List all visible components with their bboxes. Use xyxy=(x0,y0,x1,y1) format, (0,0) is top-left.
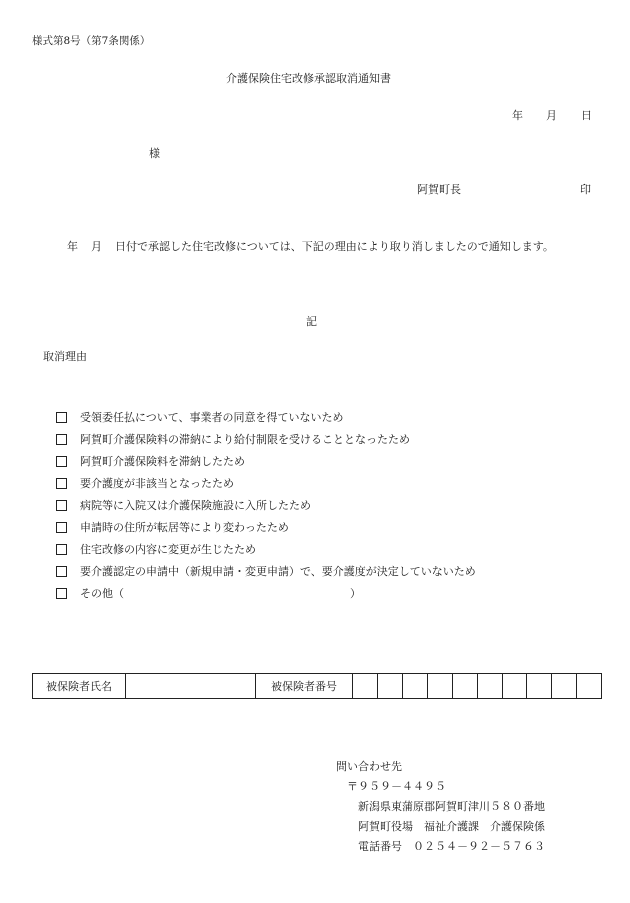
reasons-heading: 取消理由 xyxy=(43,350,87,363)
checkbox[interactable] xyxy=(56,566,67,577)
checkbox[interactable] xyxy=(56,456,67,467)
insured-number-digit[interactable] xyxy=(577,674,602,699)
reason-label: 申請時の住所が転居等により変わったため xyxy=(80,521,289,534)
reason-item[interactable] xyxy=(56,406,476,428)
other-label: その他（ xyxy=(80,587,124,600)
form-number: 様式第8号（第7条関係） xyxy=(32,35,151,47)
reason-item[interactable] xyxy=(56,494,476,516)
contact-address: 新潟県東蒲原郡阿賀町津川５８０番地 xyxy=(358,800,545,813)
reason-label: 受領委任払について、事業者の同意を得ていないため xyxy=(80,411,344,424)
reason-label: 阿賀町介護保険料の滞納により給付制限を受けることとなったため xyxy=(80,433,410,446)
contact-heading: 問い合わせ先 xyxy=(336,760,402,773)
insured-name-field[interactable] xyxy=(126,674,256,699)
insured-number-label: 被保険者番号 xyxy=(256,674,353,699)
body-month-label: 月 xyxy=(91,240,102,253)
insured-number-digit[interactable] xyxy=(353,674,378,699)
insured-number-digit[interactable] xyxy=(453,674,478,699)
date-month-label: 月 xyxy=(546,109,557,122)
checkbox[interactable] xyxy=(56,500,67,511)
insured-number-digit[interactable] xyxy=(527,674,552,699)
checkbox[interactable] xyxy=(56,412,67,423)
insured-name-label: 被保険者氏名 xyxy=(33,674,126,699)
insured-number-digit[interactable] xyxy=(378,674,403,699)
checkbox[interactable] xyxy=(56,478,67,489)
seal-mark: 印 xyxy=(580,183,591,196)
reason-item-other[interactable] xyxy=(56,582,476,604)
reason-item[interactable] xyxy=(56,428,476,450)
issuer-name: 阿賀町長 xyxy=(417,183,461,196)
insured-number-digit[interactable] xyxy=(552,674,577,699)
checkbox[interactable] xyxy=(56,588,67,599)
checkbox[interactable] xyxy=(56,522,67,533)
insured-table xyxy=(32,673,602,699)
contact-phone: 電話番号 ０２５４－９２－５７６３ xyxy=(358,840,545,853)
reason-label: 阿賀町介護保険料を滞納したため xyxy=(80,455,245,468)
insured-number-digit[interactable] xyxy=(478,674,503,699)
reason-label: 住宅改修の内容に変更が生じたため xyxy=(80,543,256,556)
contact-office: 阿賀町役場 福祉介護課 介護保険係 xyxy=(358,820,545,833)
date-year-label: 年 xyxy=(512,109,523,122)
reason-list xyxy=(56,406,476,604)
insured-number-digit[interactable] xyxy=(503,674,527,699)
reason-label: 病院等に入院又は介護保険施設に入所したため xyxy=(80,499,311,512)
contact-postal: 〒９５９－４４９５ xyxy=(347,780,446,793)
checkbox[interactable] xyxy=(56,434,67,445)
page-title: 介護保険住宅改修承認取消通知書 xyxy=(226,72,391,85)
reason-item[interactable] xyxy=(56,516,476,538)
ki-heading: 記 xyxy=(306,315,317,328)
reason-item[interactable] xyxy=(56,450,476,472)
reason-item[interactable] xyxy=(56,472,476,494)
reason-item[interactable] xyxy=(56,560,476,582)
reason-label: 要介護度が非該当となったため xyxy=(80,477,234,490)
other-close-paren: ） xyxy=(350,587,361,600)
body-text: 日付で承認した住宅改修については、下記の理由により取り消しましたので通知します。 xyxy=(115,240,554,253)
insured-number-digit[interactable] xyxy=(428,674,453,699)
body-year-label: 年 xyxy=(67,240,78,253)
insured-number-digit[interactable] xyxy=(403,674,428,699)
date-day-label: 日 xyxy=(581,109,592,122)
addressee-suffix: 様 xyxy=(149,147,160,160)
reason-label: 要介護認定の申請中（新規申請・変更申請）で、要介護度が決定していないため xyxy=(80,565,476,578)
checkbox[interactable] xyxy=(56,544,67,555)
contact-block xyxy=(336,757,545,857)
reason-item[interactable] xyxy=(56,538,476,560)
